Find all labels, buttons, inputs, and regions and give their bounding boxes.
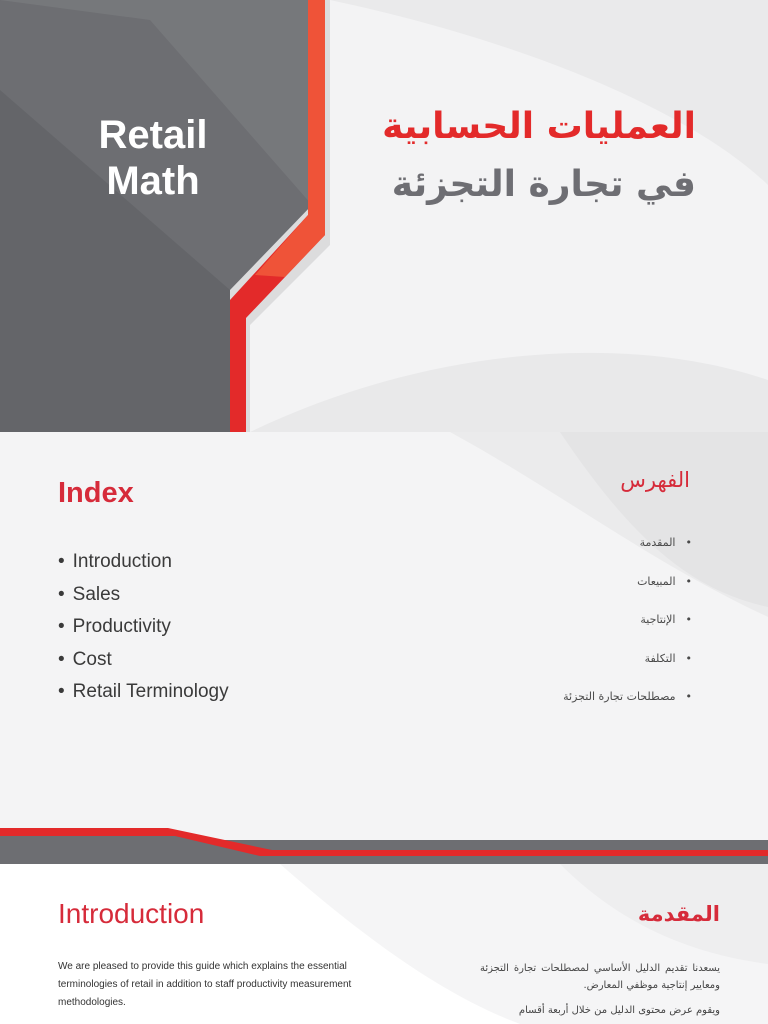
intro-body-en: We are pleased to provide this guide which explains the essential terminologies of retail in addition to staff productivity measurement methodologies.	[58, 961, 352, 1008]
cover-title-ar-line1: العمليات الحسابية	[382, 106, 696, 147]
cover-title-ar	[336, 98, 696, 214]
cover-slide	[0, 0, 768, 432]
index-item-ar: • مصطلحات تجارة التجزئة	[563, 687, 692, 726]
intro-body-ar	[480, 960, 720, 1024]
index-slide	[0, 432, 768, 864]
index-item-en: • Productivity	[58, 611, 229, 644]
index-item-en: • Sales	[58, 579, 229, 612]
index-item-ar: • المقدمة	[563, 533, 692, 572]
intro-body-ar-paragraph: يسعدنا تقديم الدليل الأساسي لمصطلحات تجارة التجزئة ومعايير إنتاجية موظفي المعارض.	[480, 963, 720, 991]
index-item-en: • Retail Terminology	[58, 676, 229, 709]
cover-title-ar-line2: في تجارة التجزئة	[391, 164, 696, 205]
intro-title-ar: المقدمة	[637, 902, 720, 926]
index-item-ar: • التكلفة	[563, 649, 692, 688]
index-item-en: • Introduction	[58, 546, 229, 579]
cover-title-en: Retail Math	[98, 113, 208, 203]
index-list-en	[58, 546, 229, 709]
introduction-slide	[0, 864, 768, 1024]
index-title-en: Index	[58, 477, 134, 509]
cover-background-shapes	[0, 0, 768, 432]
intro-title-en: Introduction	[58, 898, 205, 929]
index-item-ar: • المبيعات	[563, 572, 692, 611]
index-list-ar	[563, 533, 692, 726]
index-item-en: • Cost	[58, 644, 229, 677]
index-title-ar: الفهرس	[620, 468, 690, 492]
index-item-ar: • الإنتاجية	[563, 610, 692, 649]
intro-body-ar-paragraph: ويقوم عرض محتوى الدليل من خلال أربعة أقسام	[518, 1005, 720, 1016]
